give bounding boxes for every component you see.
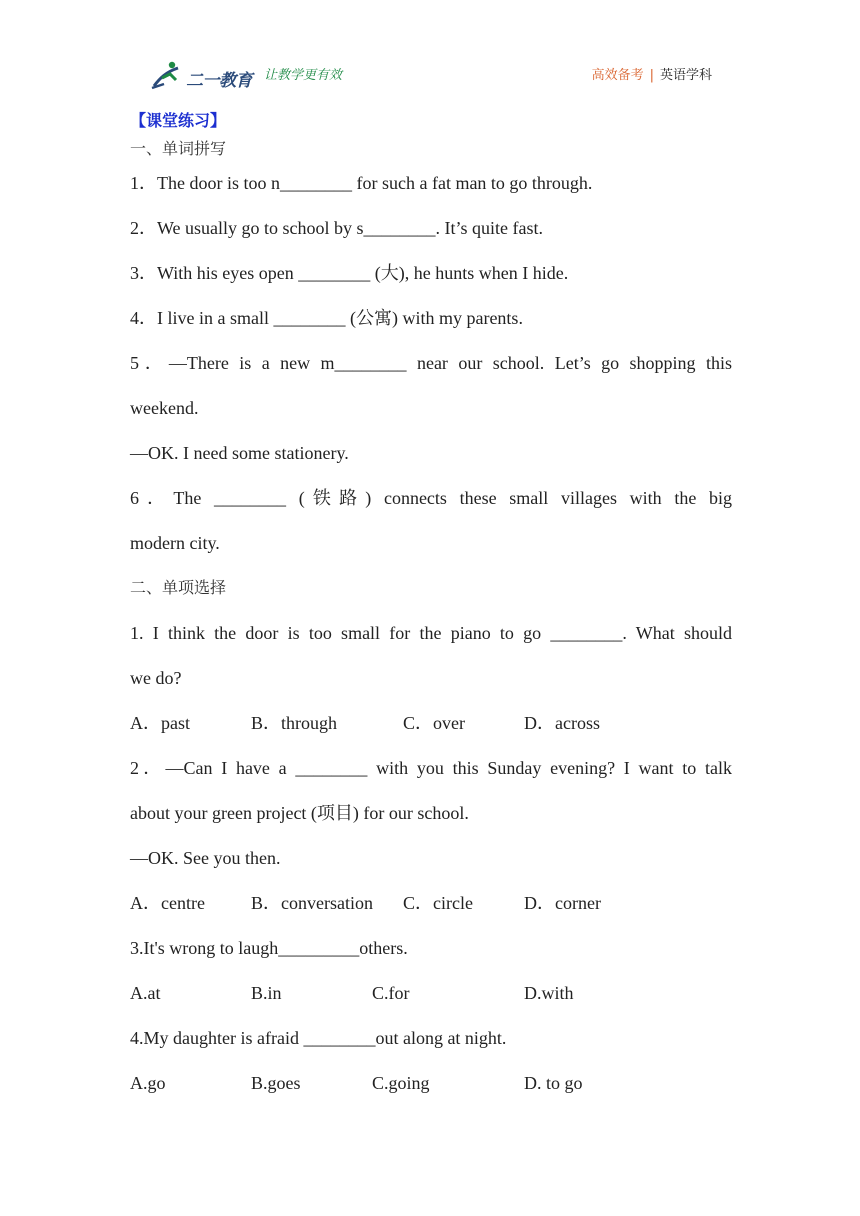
option-d: D.with (524, 983, 574, 1003)
option-d: D．across (524, 713, 600, 733)
page-header (148, 58, 712, 94)
header-separator: | (649, 68, 654, 83)
option-c: C.for (372, 983, 410, 1003)
option-b: B.in (251, 983, 282, 1003)
header-subject-label: 英语学科 (659, 68, 712, 83)
slogan: 让教学更有效 (264, 68, 343, 83)
p1-question-6-line2: modern city. (130, 533, 220, 553)
logo-text: 二一教育 (186, 71, 252, 91)
option-b: B．through (251, 713, 338, 733)
option-a: A．centre (130, 893, 205, 913)
p2-question-2-reply: —OK. See you then. (130, 848, 281, 868)
p2-question-3: 3.It's wrong to laugh_________others. (130, 938, 408, 958)
option-a: A．past (130, 713, 190, 733)
part1-heading: 一、单词拼写 (130, 139, 227, 158)
header-exam-label: 高效备考 (591, 68, 644, 83)
section-title: 【课堂练习】 (130, 111, 227, 130)
option-b: B.goes (251, 1073, 301, 1093)
p1-question-4: 4．I live in a small ________ (公寓) with my parents. (130, 308, 523, 328)
p2-question-2-line1: 2．—Can I have a ________ with you this Sunday evening? I want to talk (130, 758, 732, 778)
p2-question-2-line2: about your green project (项目) for our school. (130, 803, 469, 823)
logo (148, 58, 260, 94)
p1-question-3: 3．With his eyes open ________ (大), he hunts when I hide. (130, 263, 569, 283)
p2-question-1-options (130, 710, 732, 736)
option-c: C.going (372, 1073, 430, 1093)
p2-question-4: 4.My daughter is afraid ________out along at night. (130, 1028, 507, 1048)
p1-question-2: 2．We usually go to school by s________. It’s quite fast. (130, 218, 544, 238)
option-a: A.at (130, 983, 161, 1003)
option-c: C．over (403, 713, 465, 733)
p2-question-2-options (130, 890, 732, 916)
option-d: D. to go (524, 1073, 583, 1093)
p1-question-5-line1: 5．—There is a new m________ near our school. Let’s go shopping this (130, 353, 732, 373)
p2-question-1-line1: 1. I think the door is too small for the piano to go ________. What should (130, 623, 732, 643)
option-b: B．conversation (251, 893, 373, 913)
part2-heading: 二、单项选择 (130, 578, 227, 597)
option-d: D．corner (524, 893, 601, 913)
p1-question-5-reply: —OK. I need some stationery. (130, 443, 349, 463)
p1-question-5-line2: weekend. (130, 398, 199, 418)
option-c: C．circle (403, 893, 473, 913)
p2-question-1-line2: we do? (130, 668, 182, 688)
option-a: A.go (130, 1073, 166, 1093)
runner-logo-icon (148, 58, 188, 94)
p2-question-4-options (130, 1070, 732, 1096)
p1-question-6-line1: 6．The ________ (铁路) connects these small villages with the big (130, 488, 732, 508)
header-subject (592, 64, 712, 83)
p2-question-3-options (130, 980, 732, 1006)
p1-question-1: 1．The door is too n________ for such a fat man to go through. (130, 173, 593, 193)
